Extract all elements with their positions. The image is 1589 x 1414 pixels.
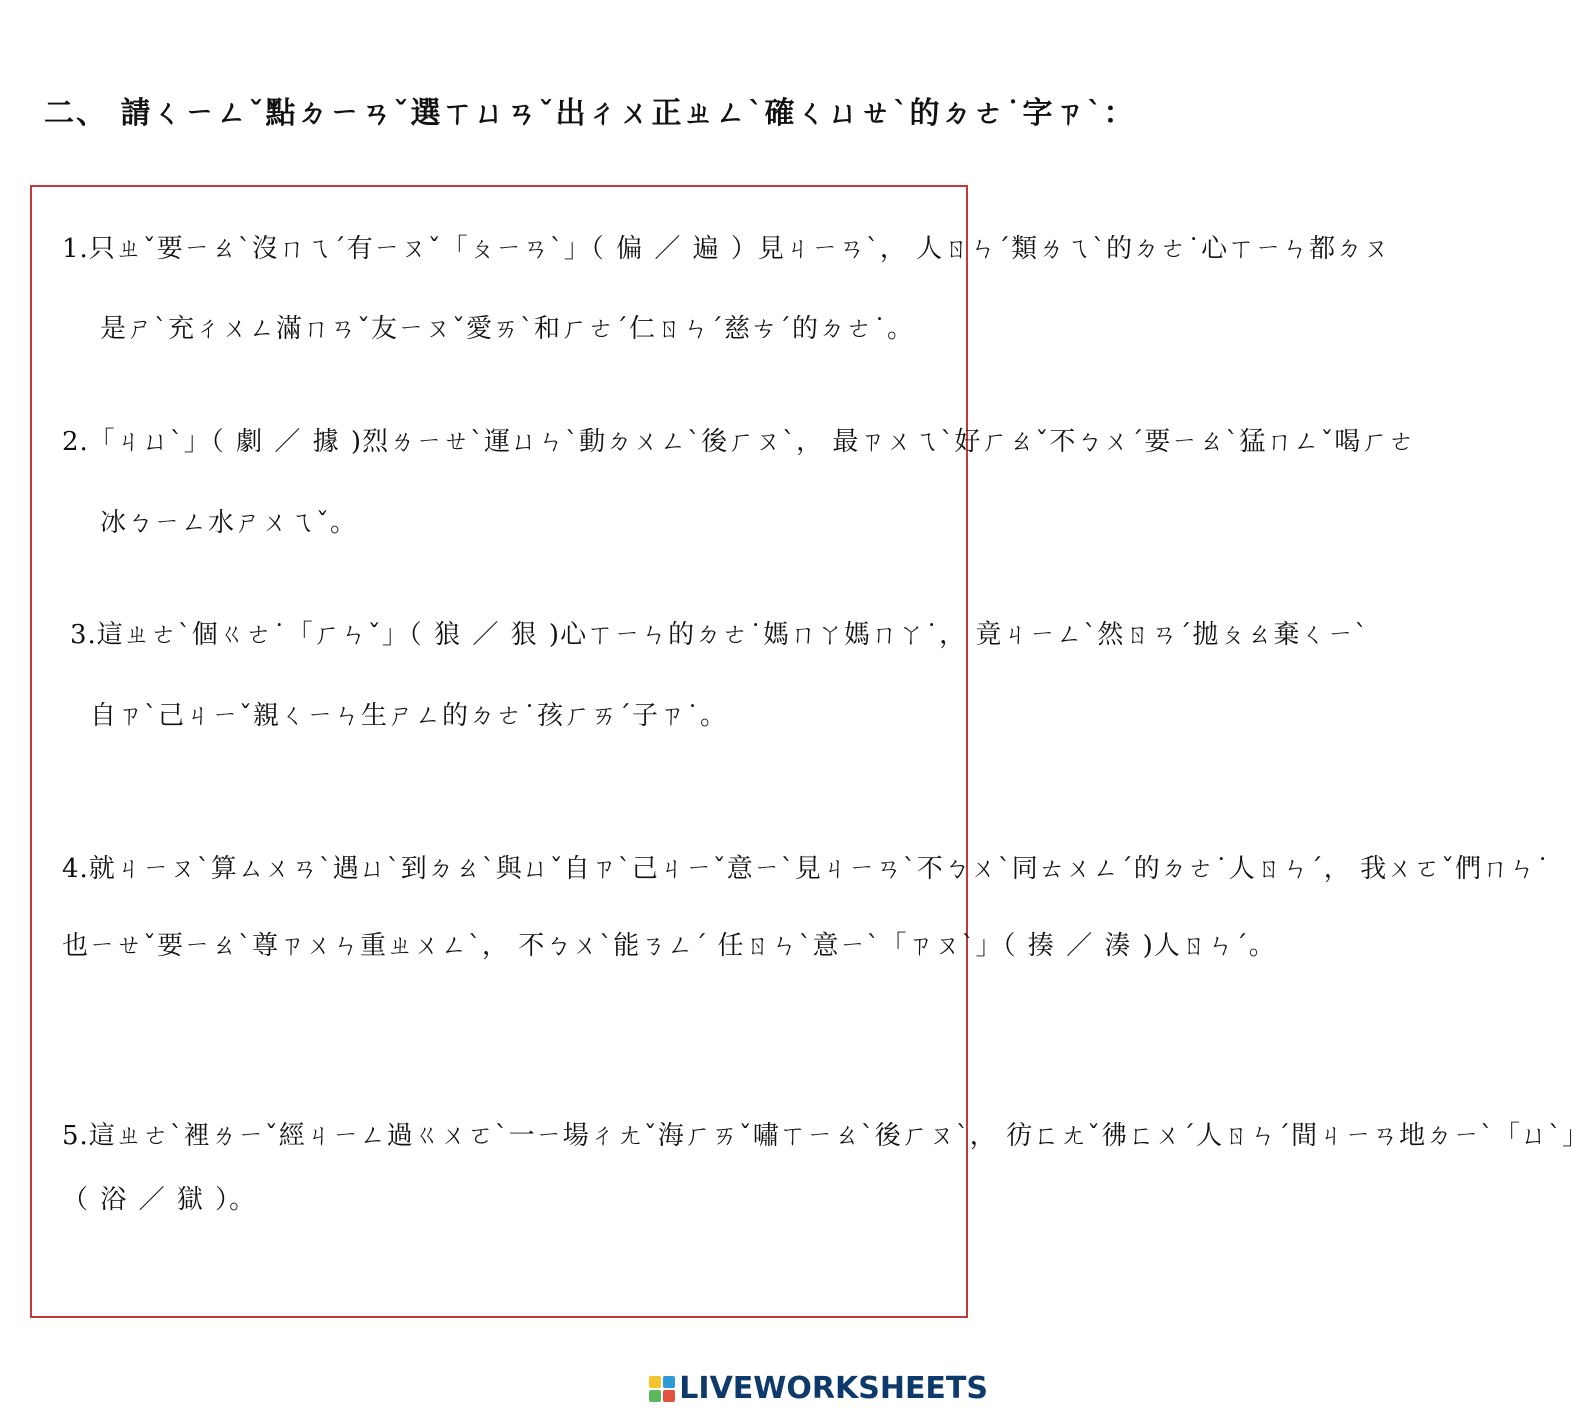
- question-3-separator: ／: [472, 620, 500, 650]
- question-4-option-b[interactable]: 湊: [1104, 931, 1132, 961]
- question-5-option-b[interactable]: 獄: [176, 1185, 204, 1215]
- question-3-text-after: )心ㄒㄧㄣ的ㄉㄜ˙媽ㄇㄚ媽ㄇㄚ˙， 竟ㄐㄧㄥˋ然ㄖㄢˊ拋ㄆㄠ棄ㄑㄧˋ: [548, 620, 1369, 650]
- question-5-text-before: （: [62, 1185, 90, 1215]
- question-2-text-after: )烈ㄌㄧㄝˋ運ㄩㄣˋ動ㄉㄨㄥˋ後ㄏㄡˋ， 最ㄗㄨㄟˋ好ㄏㄠˇ不ㄅㄨˊ要ㄧㄠˋ猛ㄇㄥˇ喝ㄏㄜ: [350, 427, 1416, 457]
- question-2-line-1: [62, 421, 1415, 458]
- question-3-line-2: 自ㄗˋ己ㄐㄧˇ親ㄑㄧㄣ生ㄕㄥ的ㄉㄜ˙孩ㄏㄞˊ子ㄗ˙。: [90, 701, 728, 731]
- question-1-option-b[interactable]: 遍: [692, 234, 720, 264]
- question-5-line-2: [62, 1179, 256, 1216]
- question-5-option-a[interactable]: 浴: [100, 1185, 128, 1215]
- liveworksheets-logo: [649, 1371, 988, 1406]
- question-3-option-a[interactable]: 狼: [434, 620, 462, 650]
- question-4-line-2: [62, 925, 1276, 962]
- question-1-line-1: [62, 228, 1390, 265]
- question-4-separator: ／: [1066, 931, 1094, 961]
- question-2-option-a[interactable]: 劇: [236, 427, 264, 457]
- question-5-line-1: 5.這ㄓㄜˋ裡ㄌㄧˇ經ㄐㄧㄥ過ㄍㄨㄛˋ一ㄧ場ㄔㄤˇ海ㄏㄞˇ嘯ㄒㄧㄠˋ後ㄏㄡˋ， 彷ㄈㄤˇ彿ㄈㄨˊ人ㄖㄣˊ間ㄐㄧㄢ地ㄉㄧˋ「ㄩˋ」: [62, 1121, 1589, 1151]
- question-3-text-before: 3.這ㄓㄜˋ個ㄍㄜ˙「ㄏㄣˇ」（: [70, 620, 423, 650]
- question-1-line-2: 是ㄕˋ充ㄔㄨㄥ滿ㄇㄢˇ友ㄧㄡˇ愛ㄞˋ和ㄏㄜˊ仁ㄖㄣˊ慈ㄘˊ的ㄉㄜ˙。: [100, 314, 915, 344]
- question-5-separator: ／: [138, 1185, 166, 1215]
- question-4-line-1: 4.就ㄐㄧㄡˋ算ㄙㄨㄢˋ遇ㄩˋ到ㄉㄠˋ與ㄩˇ自ㄗˋ己ㄐㄧˇ意ㄧˋ見ㄐㄧㄢˋ不ㄅㄨˋ同ㄊㄨㄥˊ的ㄉㄜ˙人ㄖㄣˊ， 我ㄨㄛˇ們ㄇㄣ˙: [62, 854, 1551, 884]
- logo-text: LIVEWORKSHEETS: [679, 1371, 988, 1406]
- question-2-line-2: 冰ㄅㄧㄥ水ㄕㄨㄟˇ。: [100, 508, 358, 538]
- question-1-separator: ／: [654, 234, 682, 264]
- question-3-option-b[interactable]: 狠: [510, 620, 538, 650]
- logo-square-1: [649, 1376, 661, 1388]
- question-2-option-b[interactable]: 據: [312, 427, 340, 457]
- question-2-separator: ／: [274, 427, 302, 457]
- question-2-text-before: 2.「ㄐㄩˋ」（: [62, 427, 225, 457]
- question-4-option-a[interactable]: 揍: [1027, 931, 1055, 961]
- logo-square-3: [649, 1390, 661, 1402]
- question-1-text-before: 1.只ㄓˇ要ㄧㄠˋ沒ㄇㄟˊ有ㄧㄡˇ「ㄆㄧㄢˋ」（: [62, 234, 605, 264]
- question-3-line-1: [70, 614, 1368, 651]
- logo-square-4: [663, 1390, 675, 1402]
- question-1-text-after: ）見ㄐㄧㄢˋ， 人ㄖㄣˊ類ㄌㄟˋ的ㄉㄜ˙心ㄒㄧㄣ都ㄉㄡ: [730, 234, 1391, 264]
- page-title: 二、 請ㄑㄧㄥˇ點ㄉㄧㄢˇ選ㄒㄩㄢˇ出ㄔㄨ正ㄓㄥˋ確ㄑㄩㄝˋ的ㄉㄜ˙字ㄗˋ：: [44, 96, 1136, 131]
- question-4-text-after: )人ㄖㄣˊ。: [1142, 931, 1276, 961]
- question-5-text-after: ）。: [215, 1185, 257, 1215]
- question-1-option-a[interactable]: 偏: [616, 234, 644, 264]
- question-4-text-before: 也ㄧㄝˇ要ㄧㄠˋ尊ㄗㄨㄣ重ㄓㄨㄥˋ， 不ㄅㄨˋ能ㄋㄥˊ 任ㄖㄣˋ意ㄧˋ「ㄗㄡˋ」（: [62, 931, 1017, 961]
- logo-square-2: [663, 1376, 675, 1388]
- logo-mark-icon: [649, 1376, 675, 1402]
